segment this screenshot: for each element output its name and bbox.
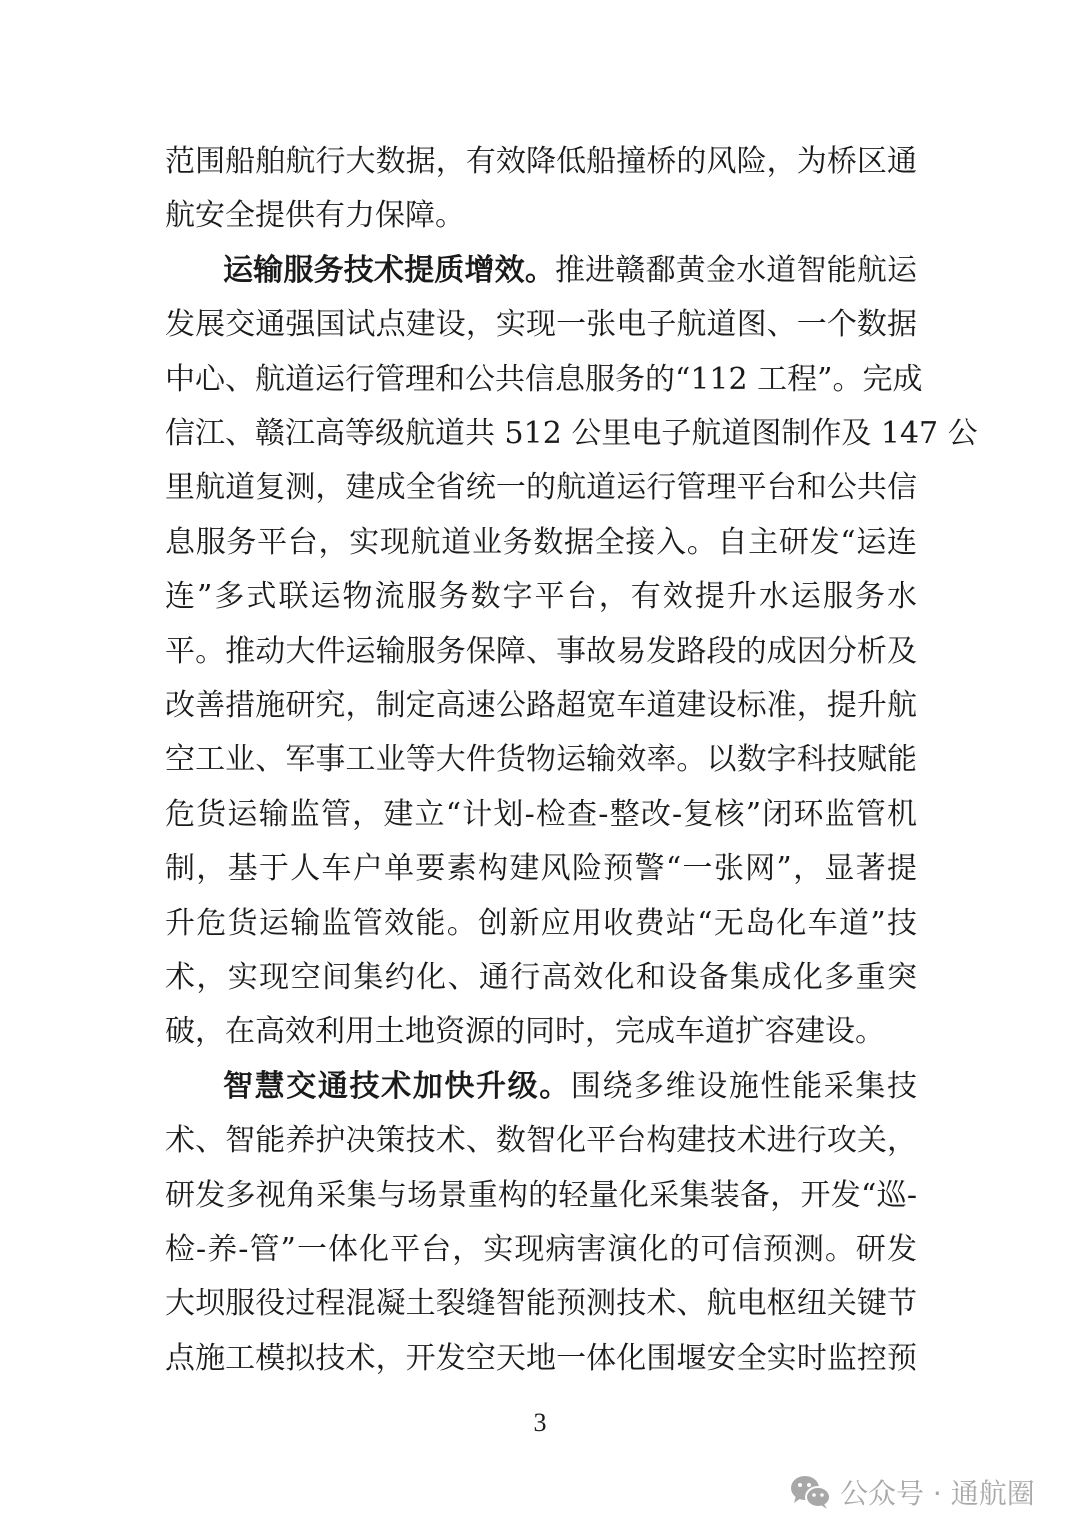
line-text: 连”多式联运物流服务数字平台，有效提升水运服务水	[165, 579, 917, 615]
text-line	[165, 1230, 917, 1270]
page-number: 3	[533, 1408, 547, 1437]
line-text: 点施工模拟技术，开发空天地一体化围堰安全实时监控预	[165, 1340, 917, 1376]
text-line	[165, 305, 917, 345]
text-line	[165, 196, 917, 236]
line-text: 大坝服役过程混凝土裂缝智能预测技术、航电枢纽关键节	[165, 1286, 917, 1322]
text-line	[165, 632, 917, 672]
text-line	[165, 468, 917, 508]
line-text: 检-养-管”一体化平台，实现病害演化的可信预测。研发	[165, 1232, 917, 1267]
line-text: 危货运输监管，建立“计划-检查-整改-复核”闭环监管机	[165, 796, 917, 832]
line-text: 范围船舶航行大数据，有效降低船撞桥的风险，为桥区通	[165, 144, 917, 179]
line-text: 改善措施研究，制定高速公路超宽车道建设标准，提升航	[165, 688, 917, 723]
text-line	[165, 958, 917, 998]
text-line	[165, 414, 978, 454]
text-line	[223, 1067, 917, 1107]
line-text: 制，基于人车户单要素构建风险预警“一张网”，显著提	[165, 851, 917, 887]
text-line	[165, 904, 917, 944]
line-text: 航安全提供有力保障。	[165, 198, 465, 234]
line-text: 发展交通强国试点建设，实现一张电子航道图、一个数据	[165, 307, 917, 343]
text-line	[165, 1121, 917, 1161]
text-line	[165, 1012, 917, 1052]
text-line	[165, 360, 923, 400]
text-line	[165, 1176, 917, 1216]
text-line	[165, 795, 917, 835]
text-line	[223, 251, 917, 291]
line-text: 空工业、军事工业等大件货物运输效率。以数字科技赋能	[165, 742, 917, 778]
line-text: 围绕多维设施性能采集技	[570, 1068, 918, 1104]
line-text: 破，在高效利用土地资源的同时，完成车道扩容建设。	[165, 1014, 885, 1050]
line-text: 里航道复测，建成全省统一的航道运行管理平台和公共信	[165, 470, 917, 506]
text-line	[165, 523, 917, 563]
wechat-icon	[790, 1474, 832, 1510]
line-text: 中心、航道运行管理和公共信息服务的“112 工程”。完成	[165, 361, 923, 397]
line-text: 术，实现空间集约化、通行高效化和设备集成化多重突	[165, 960, 917, 995]
line-text: 平。推动大件运输服务保障、事故易发路段的成因分析及	[165, 633, 917, 669]
text-line	[165, 142, 917, 182]
text-line	[165, 740, 917, 780]
text-line	[165, 849, 917, 889]
line-text: 升危货运输监管效能。创新应用收费站“无岛化车道”技	[165, 905, 917, 941]
paragraph-heading: 智慧交通技术加快升级。	[223, 1068, 571, 1104]
line-text: 术、智能养护决策技术、数智化平台构建技术进行攻关，	[165, 1123, 917, 1159]
line-text: 信江、赣江高等级航道共 512 公里电子航道图制作及 147 公	[165, 416, 978, 451]
line-text: 推进赣鄱黄金水道智能航运	[555, 252, 917, 288]
line-text: 息服务平台，实现航道业务数据全接入。自主研发“运连	[165, 524, 917, 560]
line-text: 研发多视角采集与场景重构的轻量化采集装备，开发“巡-	[165, 1177, 917, 1213]
paragraph-heading: 运输服务技术提质增效。	[223, 252, 555, 288]
watermark-text: 公众号 · 通航圈	[840, 1477, 1035, 1510]
text-line	[165, 686, 917, 726]
text-line	[165, 577, 917, 617]
watermark	[790, 1472, 1035, 1512]
text-line	[165, 1284, 917, 1324]
text-line	[165, 1339, 917, 1379]
